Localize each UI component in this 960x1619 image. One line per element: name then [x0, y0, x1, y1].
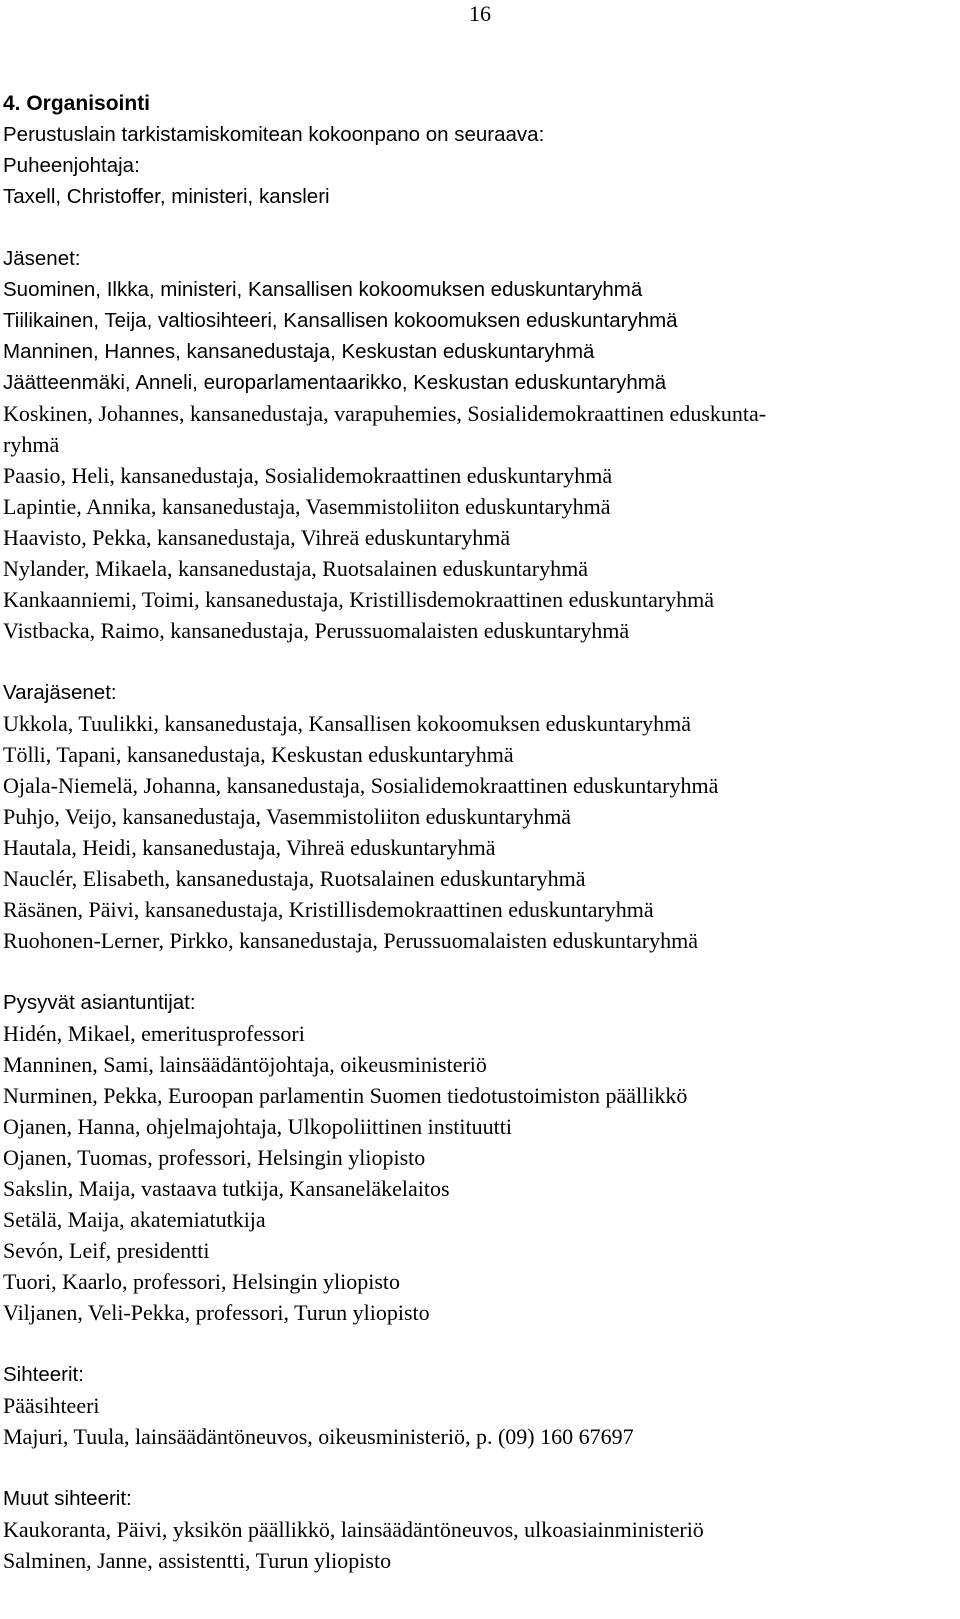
other-secretary-entry: Salminen, Janne, assistentti, Turun yliopisto [3, 1548, 392, 1573]
expert-entry: Setälä, Maija, akatemiatutkija [3, 1207, 266, 1232]
spacer [3, 1452, 944, 1483]
chair-entry: Taxell, Christoffer, ministeri, kansleri [3, 185, 330, 208]
chief-secretary-entry: Majuri, Tuula, lainsäädäntöneuvos, oikeusministeriö, p. (09) 160 67697 [3, 1424, 634, 1449]
expert-entry: Sakslin, Maija, vastaava tutkija, Kansaneläkelaitos [3, 1176, 450, 1201]
member-entry: Suominen, Ilkka, ministeri, Kansallisen kokoomuksen eduskuntaryhmä [3, 278, 643, 301]
deputy-entry: Ojala-Niemelä, Johanna, kansanedustaja, Sosialidemokraattinen eduskuntaryhmä [3, 773, 719, 798]
member-entry-continuation: ryhmä [3, 432, 60, 457]
expert-entry: Viljanen, Veli-Pekka, professori, Turun yliopisto [3, 1300, 430, 1325]
deputy-entry: Puhjo, Veijo, kansanedustaja, Vasemmistoliiton eduskuntaryhmä [3, 804, 572, 829]
member-entry: Lapintie, Annika, kansanedustaja, Vasemmistoliiton eduskuntaryhmä [3, 494, 611, 519]
deputies-label: Varajäsenet: [3, 681, 117, 704]
spacer [3, 646, 944, 677]
page-number: 16 [469, 1, 491, 26]
deputy-entry: Ukkola, Tuulikki, kansanedustaja, Kansallisen kokoomuksen eduskuntaryhmä [3, 711, 692, 736]
document-body [3, 88, 944, 1576]
members-label: Jäsenet: [3, 247, 81, 270]
member-entry: Tiilikainen, Teija, valtiosihteeri, Kansallisen kokoomuksen eduskuntaryhmä [3, 309, 678, 332]
chief-secretary-label: Pääsihteeri [3, 1393, 100, 1418]
expert-entry: Hidén, Mikael, emeritusprofessori [3, 1021, 305, 1046]
section-intro: Perustuslain tarkistamiskomitean kokoonpano on seuraava: [3, 123, 545, 146]
expert-entry: Sevón, Leif, presidentti [3, 1238, 210, 1263]
spacer [3, 956, 944, 987]
spacer [3, 1328, 944, 1359]
member-entry: Jäätteenmäki, Anneli, europarlamentaarikko, Keskustan eduskuntaryhmä [3, 371, 667, 394]
member-entry: Vistbacka, Raimo, kansanedustaja, Perussuomalaisten eduskuntaryhmä [3, 618, 630, 643]
expert-entry: Ojanen, Hanna, ohjelmajohtaja, Ulkopoliittinen instituutti [3, 1114, 512, 1139]
spacer [3, 212, 944, 243]
section-heading: 4. Organisointi [3, 92, 151, 115]
deputy-entry: Nauclér, Elisabeth, kansanedustaja, Ruotsalainen eduskuntaryhmä [3, 866, 586, 891]
member-entry: Manninen, Hannes, kansanedustaja, Keskustan eduskuntaryhmä [3, 340, 595, 363]
expert-entry: Tuori, Kaarlo, professori, Helsingin yliopisto [3, 1269, 400, 1294]
experts-label: Pysyvät asiantuntijat: [3, 991, 196, 1014]
member-entry: Paasio, Heli, kansanedustaja, Sosialidemokraattinen eduskuntaryhmä [3, 463, 613, 488]
expert-entry: Ojanen, Tuomas, professori, Helsingin yliopisto [3, 1145, 426, 1170]
deputy-entry: Hautala, Heidi, kansanedustaja, Vihreä eduskuntaryhmä [3, 835, 496, 860]
secretaries-label: Sihteerit: [3, 1363, 84, 1386]
expert-entry: Nurminen, Pekka, Euroopan parlamentin Suomen tiedotustoimiston päällikkö [3, 1083, 688, 1108]
deputy-entry: Tölli, Tapani, kansanedustaja, Keskustan eduskuntaryhmä [3, 742, 514, 767]
other-secretaries-label: Muut sihteerit: [3, 1487, 132, 1510]
chair-label: Puheenjohtaja: [3, 154, 140, 177]
member-entry: Haavisto, Pekka, kansanedustaja, Vihreä eduskuntaryhmä [3, 525, 511, 550]
deputy-entry: Räsänen, Päivi, kansanedustaja, Kristillisdemokraattinen eduskuntaryhmä [3, 897, 654, 922]
other-secretary-entry: Kaukoranta, Päivi, yksikön päällikkö, lainsäädäntöneuvos, ulkoasiainministeriö [3, 1517, 704, 1542]
member-entry: Nylander, Mikaela, kansanedustaja, Ruotsalainen eduskuntaryhmä [3, 556, 588, 581]
expert-entry: Manninen, Sami, lainsäädäntöjohtaja, oikeusministeriö [3, 1052, 487, 1077]
member-entry: Kankaanniemi, Toimi, kansanedustaja, Kristillisdemokraattinen eduskuntaryhmä [3, 587, 715, 612]
deputy-entry: Ruohonen-Lerner, Pirkko, kansanedustaja, Perussuomalaisten eduskuntaryhmä [3, 928, 699, 953]
member-entry: Koskinen, Johannes, kansanedustaja, varapuhemies, Sosialidemokraattinen eduskunta- [3, 401, 767, 426]
